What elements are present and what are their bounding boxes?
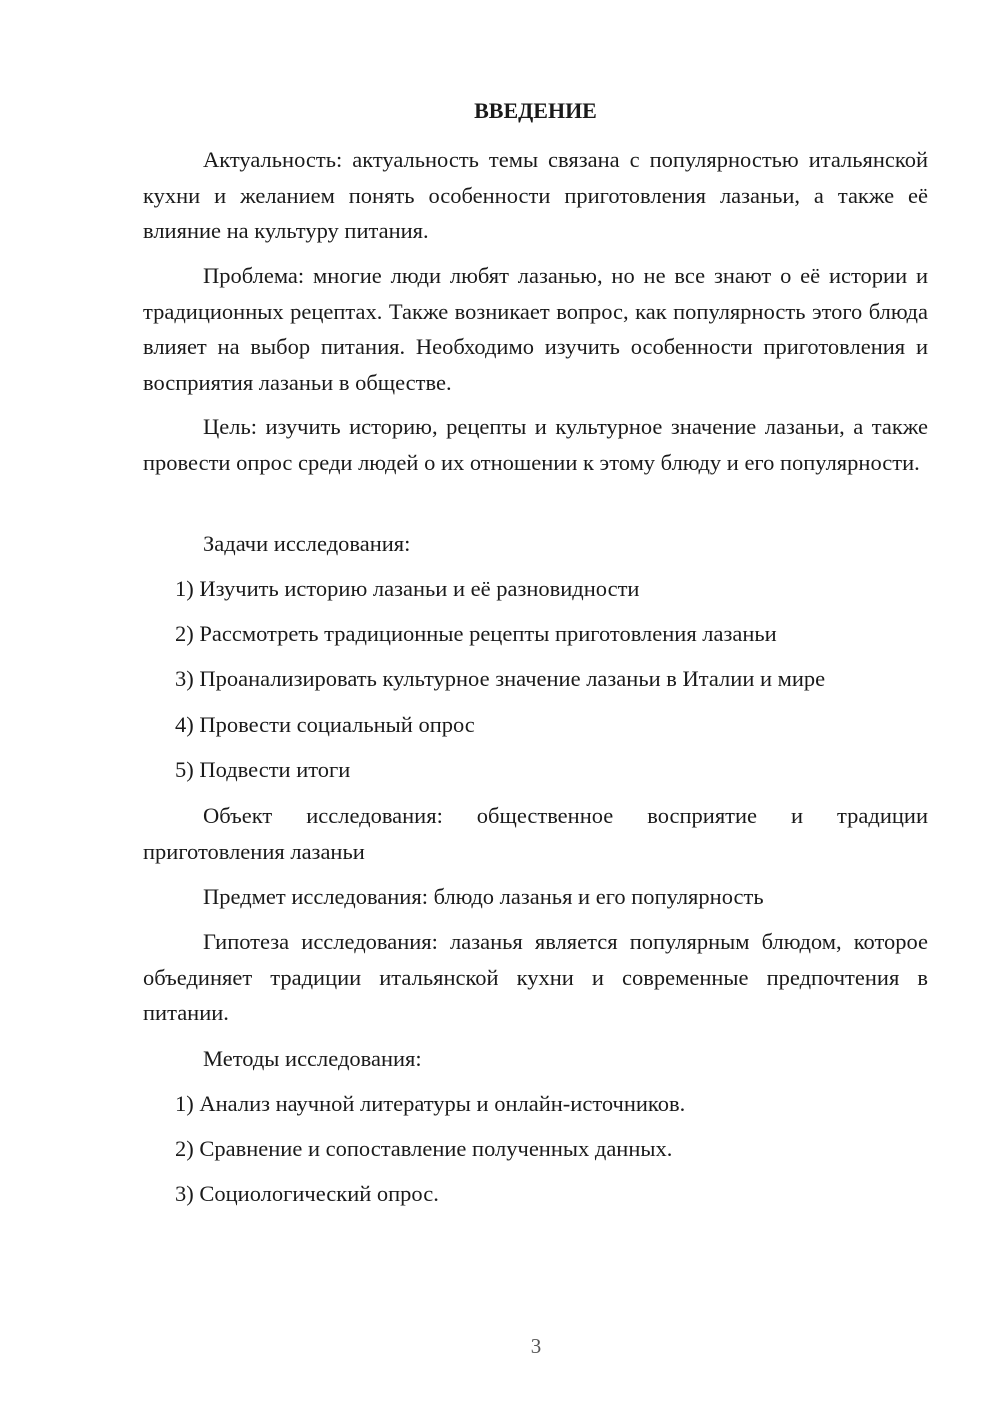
task-item-4: 4) Провести социальный опрос (175, 712, 475, 737)
method-item-2: 2) Сравнение и сопоставление полученных данных. (175, 1136, 673, 1161)
method-item-3: 3) Социологический опрос. (175, 1181, 439, 1206)
page-number: 3 (530, 1334, 542, 1358)
paragraph-subject: Предмет исследования: блюдо лазанья и его популярность (203, 884, 764, 909)
paragraph-object: Объект исследования: общественное восприятие и традиции приготовления лазаньи (143, 803, 928, 864)
tasks-title: Задачи исследования: (203, 531, 411, 556)
task-item-3: 3) Проанализировать культурное значение лазаньи в Италии и мире (175, 666, 826, 691)
paragraph-relevance: Актуальность: актуальность темы связана с популярностью итальянской кухни и желанием понять особенности приготовления лазаньи, а также её влияние на культуру питания. (143, 147, 928, 243)
task-item-1: 1) Изучить историю лазаньи и её разновидности (175, 576, 640, 601)
methods-title: Методы исследования: (203, 1046, 422, 1071)
paragraph-problem: Проблема: многие люди любят лазанью, но не все знают о её истории и традиционных рецептах. Также возникает вопрос, как популярность этого блюда влияет на выбор питания. Необходимо изучить особенности приготовления и восприятия лазаньи в обществе. (143, 263, 928, 395)
method-item-1: 1) Анализ научной литературы и онлайн-источников. (175, 1091, 686, 1116)
paragraph-goal: Цель: изучить историю, рецепты и культурное значение лазаньи, а также провести опрос среди людей о их отношении к этому блюду и его популярности. (143, 414, 928, 475)
task-item-5: 5) Подвести итоги (175, 757, 351, 782)
paragraph-hypothesis: Гипотеза исследования: лазанья является популярным блюдом, которое объединяет традиции итальянской кухни и современные предпочтения в питании. (143, 929, 928, 1025)
task-item-2: 2) Рассмотреть традиционные рецепты приготовления лазаньи (175, 621, 777, 646)
page-title: ВВЕДЕНИЕ (474, 98, 597, 123)
